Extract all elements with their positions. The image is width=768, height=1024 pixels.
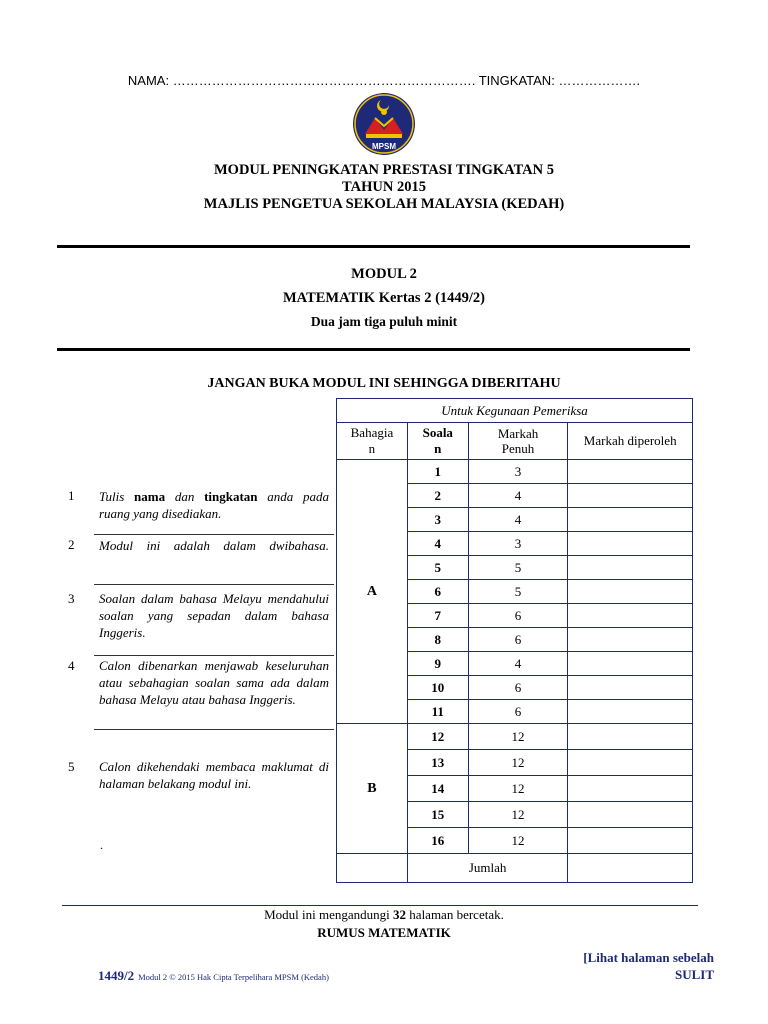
instruction-2-number: 2	[68, 537, 75, 552]
full-marks: 12	[468, 828, 568, 854]
full-marks: 12	[468, 750, 568, 776]
obtained-marks-cell[interactable]	[568, 700, 693, 724]
full-marks: 6	[468, 604, 568, 628]
page-count: 32	[393, 907, 407, 922]
obtained-marks-cell[interactable]	[568, 628, 693, 652]
title-line-2: TAHUN 2015	[342, 179, 426, 195]
question-number: 13	[407, 750, 468, 776]
question-number: 1	[407, 460, 468, 484]
stray-dot: .	[100, 838, 103, 852]
question-number: 15	[407, 802, 468, 828]
divider-bottom	[57, 348, 690, 351]
nama-field[interactable]: …………………………………………………………….	[172, 73, 476, 88]
header-soalan: Soala n	[407, 423, 468, 460]
instruction-separator-2	[94, 584, 334, 585]
question-number: 11	[407, 700, 468, 724]
instruction-5: Calon dikehendaki membaca maklumat di halaman belakang modul ini.	[99, 759, 329, 791]
question-number: 16	[407, 828, 468, 854]
question-number: 14	[407, 776, 468, 802]
instruction-3-number: 3	[68, 591, 75, 606]
copyright-note: Modul 2 © 2015 Hak Cipta Terpelihara MPSM (Kedah)	[138, 972, 329, 982]
full-marks: 5	[468, 580, 568, 604]
question-number: 12	[407, 724, 468, 750]
table-caption: Untuk Kegunaan Pemeriksa	[337, 399, 693, 423]
subject-label: MATEMATIK Kertas 2 (1449/2)	[282, 290, 486, 306]
full-marks: 6	[468, 628, 568, 652]
full-marks: 4	[468, 508, 568, 532]
title-line-3: MAJLIS PENGETUA SEKOLAH MALAYSIA (KEDAH)	[203, 196, 565, 212]
instruction-4: Calon dibenarkan menjawab keseluruhan atau sebahagian soalan sama ada dalam bahasa Melayu atau bahasa Inggeris.	[99, 658, 329, 707]
obtained-marks-cell[interactable]	[568, 750, 693, 776]
question-number: 3	[407, 508, 468, 532]
full-marks: 12	[468, 724, 568, 750]
sulit-label: SULIT	[674, 967, 714, 982]
question-number: 10	[407, 676, 468, 700]
full-marks: 5	[468, 556, 568, 580]
full-marks: 3	[468, 460, 568, 484]
instruction-3: Soalan dalam bahasa Melayu mendahului soalan yang sepadan dalam bahasa Inggeris.	[99, 591, 329, 640]
logo-text: MPSM	[372, 142, 396, 151]
section-a: A	[337, 460, 408, 724]
question-number: 5	[407, 556, 468, 580]
obtained-marks-cell[interactable]	[568, 460, 693, 484]
instruction-separator-1	[94, 534, 334, 535]
section-b: B	[337, 724, 408, 854]
full-marks: 12	[468, 776, 568, 802]
marks-table	[336, 398, 693, 883]
obtained-marks-cell[interactable]	[568, 508, 693, 532]
footer-code-line	[98, 967, 329, 985]
instruction-separator-4	[94, 729, 334, 730]
question-number: 8	[407, 628, 468, 652]
question-number: 4	[407, 532, 468, 556]
obtained-marks-cell[interactable]	[568, 652, 693, 676]
instruction-separator-3	[94, 655, 334, 656]
obtained-marks-cell[interactable]	[568, 724, 693, 750]
full-marks: 6	[468, 700, 568, 724]
instruction-4-number: 4	[68, 658, 75, 673]
obtained-marks-cell[interactable]	[568, 580, 693, 604]
obtained-marks-cell[interactable]	[568, 828, 693, 854]
question-number: 6	[407, 580, 468, 604]
instruction-1-number: 1	[68, 488, 75, 503]
obtained-marks-cell[interactable]	[568, 802, 693, 828]
jumlah-label: Jumlah	[407, 854, 568, 883]
obtained-marks-cell[interactable]	[568, 532, 693, 556]
instruction-2: Modul ini adalah dalam dwibahasa.	[99, 538, 329, 553]
rumus-heading: RUMUS MATEMATIK	[317, 925, 451, 940]
jumlah-blank	[337, 854, 408, 883]
footer-rule	[62, 905, 698, 906]
title-line-1: MODUL PENINGKATAN PRESTASI TINGKATAN 5	[214, 162, 554, 178]
modul-label: MODUL 2	[351, 266, 417, 282]
question-number: 9	[407, 652, 468, 676]
page-count-line: Modul ini mengandungi 32 halaman bercetak.	[264, 907, 504, 922]
obtained-marks-cell[interactable]	[568, 556, 693, 580]
full-marks: 3	[468, 532, 568, 556]
lihat-halaman-note: [Lihat halaman sebelah	[583, 950, 714, 965]
question-number: 7	[407, 604, 468, 628]
name-line	[0, 73, 768, 88]
question-number: 2	[407, 484, 468, 508]
tingkatan-field[interactable]: ……………….	[558, 73, 641, 88]
obtained-marks-cell[interactable]	[568, 604, 693, 628]
jumlah-input[interactable]	[568, 854, 693, 883]
full-marks: 12	[468, 802, 568, 828]
nama-label: NAMA:	[127, 73, 170, 88]
obtained-marks-cell[interactable]	[568, 484, 693, 508]
instruction-5-number: 5	[68, 759, 75, 774]
warning-text: JANGAN BUKA MODUL INI SEHINGGA DIBERITAHU	[207, 376, 561, 391]
title-block	[0, 162, 768, 213]
instruction-1: Tulis nama dan tingkatan anda pada ruang yang disediakan.	[99, 489, 329, 521]
tingkatan-label: TINGKATAN:	[478, 73, 555, 88]
full-marks: 6	[468, 676, 568, 700]
table-row	[337, 724, 693, 750]
header-bahagian: Bahagia n	[337, 423, 408, 460]
table-row	[337, 460, 693, 484]
header-markah-penuh: Markah Penuh	[468, 423, 568, 460]
duration-label: Dua jam tiga puluh minit	[310, 314, 458, 329]
header-markah-diperoleh: Markah diperoleh	[568, 423, 693, 460]
divider-top	[57, 245, 690, 248]
full-marks: 4	[468, 484, 568, 508]
obtained-marks-cell[interactable]	[568, 676, 693, 700]
mpsm-logo	[351, 90, 417, 156]
full-marks: 4	[468, 652, 568, 676]
paper-code: 1449/2	[98, 968, 135, 983]
obtained-marks-cell[interactable]	[568, 776, 693, 802]
